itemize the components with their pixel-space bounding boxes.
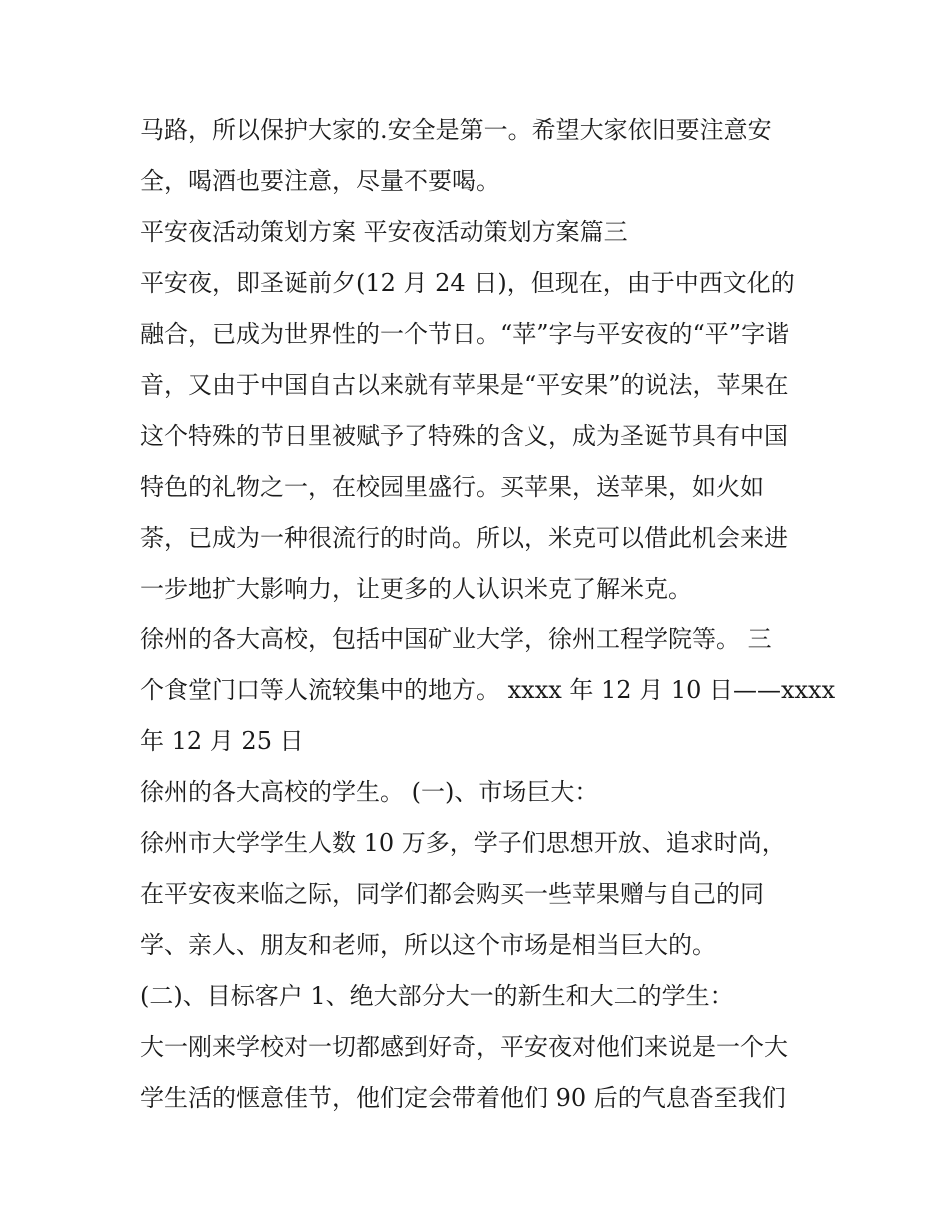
text-line: 特色的礼物之一，在校园里盛行。买苹果，送苹果，如火如: [140, 473, 764, 501]
text-line: 融合，已成为世界性的一个节日。“苹”字与平安夜的“平”字谐: [140, 320, 790, 348]
text-line: 一步地扩大影响力，让更多的人认识米克了解米克。: [140, 575, 692, 603]
section-heading: 平安夜活动策划方案 平安夜活动策划方案篇三: [140, 218, 628, 246]
text-line: 荼，已成为一种很流行的时尚。所以，米克可以借此机会来进: [140, 524, 788, 552]
text-line: 平安夜，即圣诞前夕(12 月 24 日)，但现在，由于中西文化的: [140, 269, 795, 297]
text-line: 徐州市大学学生人数 10 万多，学子们思想开放、追求时尚，: [140, 829, 786, 857]
text-line: 马路，所以保护大家的.安全是第一。希望大家依旧要注意安: [140, 116, 772, 144]
text-line: 在平安夜来临之际，同学们都会购买一些苹果赠与自己的同: [140, 880, 764, 908]
text-line: 徐州的各大高校的学生。 (一)、市场巨大：: [140, 778, 599, 806]
text-line: 年 12 月 25 日: [140, 727, 304, 755]
text-line: 徐州的各大高校，包括中国矿业大学，徐州工程学院等。 三: [140, 625, 772, 653]
text-line: 学、亲人、朋友和老师，所以这个市场是相当巨大的。: [140, 931, 716, 959]
text-line: 学生活的惬意佳节，他们定会带着他们 90 后的气息沓至我们: [140, 1084, 786, 1112]
text-line: 全，喝酒也要注意，尽量不要喝。: [140, 167, 500, 195]
text-line: 个食堂门口等人流较集中的地方。 xxxx 年 12 月 10 日——xxxx: [140, 676, 836, 704]
text-line: (二)、目标客户 1、绝大部分大一的新生和大二的学生：: [140, 982, 734, 1010]
text-line: 大一刚来学校对一切都感到好奇，平安夜对他们来说是一个大: [140, 1033, 788, 1061]
text-line: 音，又由于中国自古以来就有苹果是“平安果”的说法，苹果在: [140, 371, 789, 399]
text-line: 这个特殊的节日里被赋予了特殊的含义，成为圣诞节具有中国: [140, 422, 788, 450]
